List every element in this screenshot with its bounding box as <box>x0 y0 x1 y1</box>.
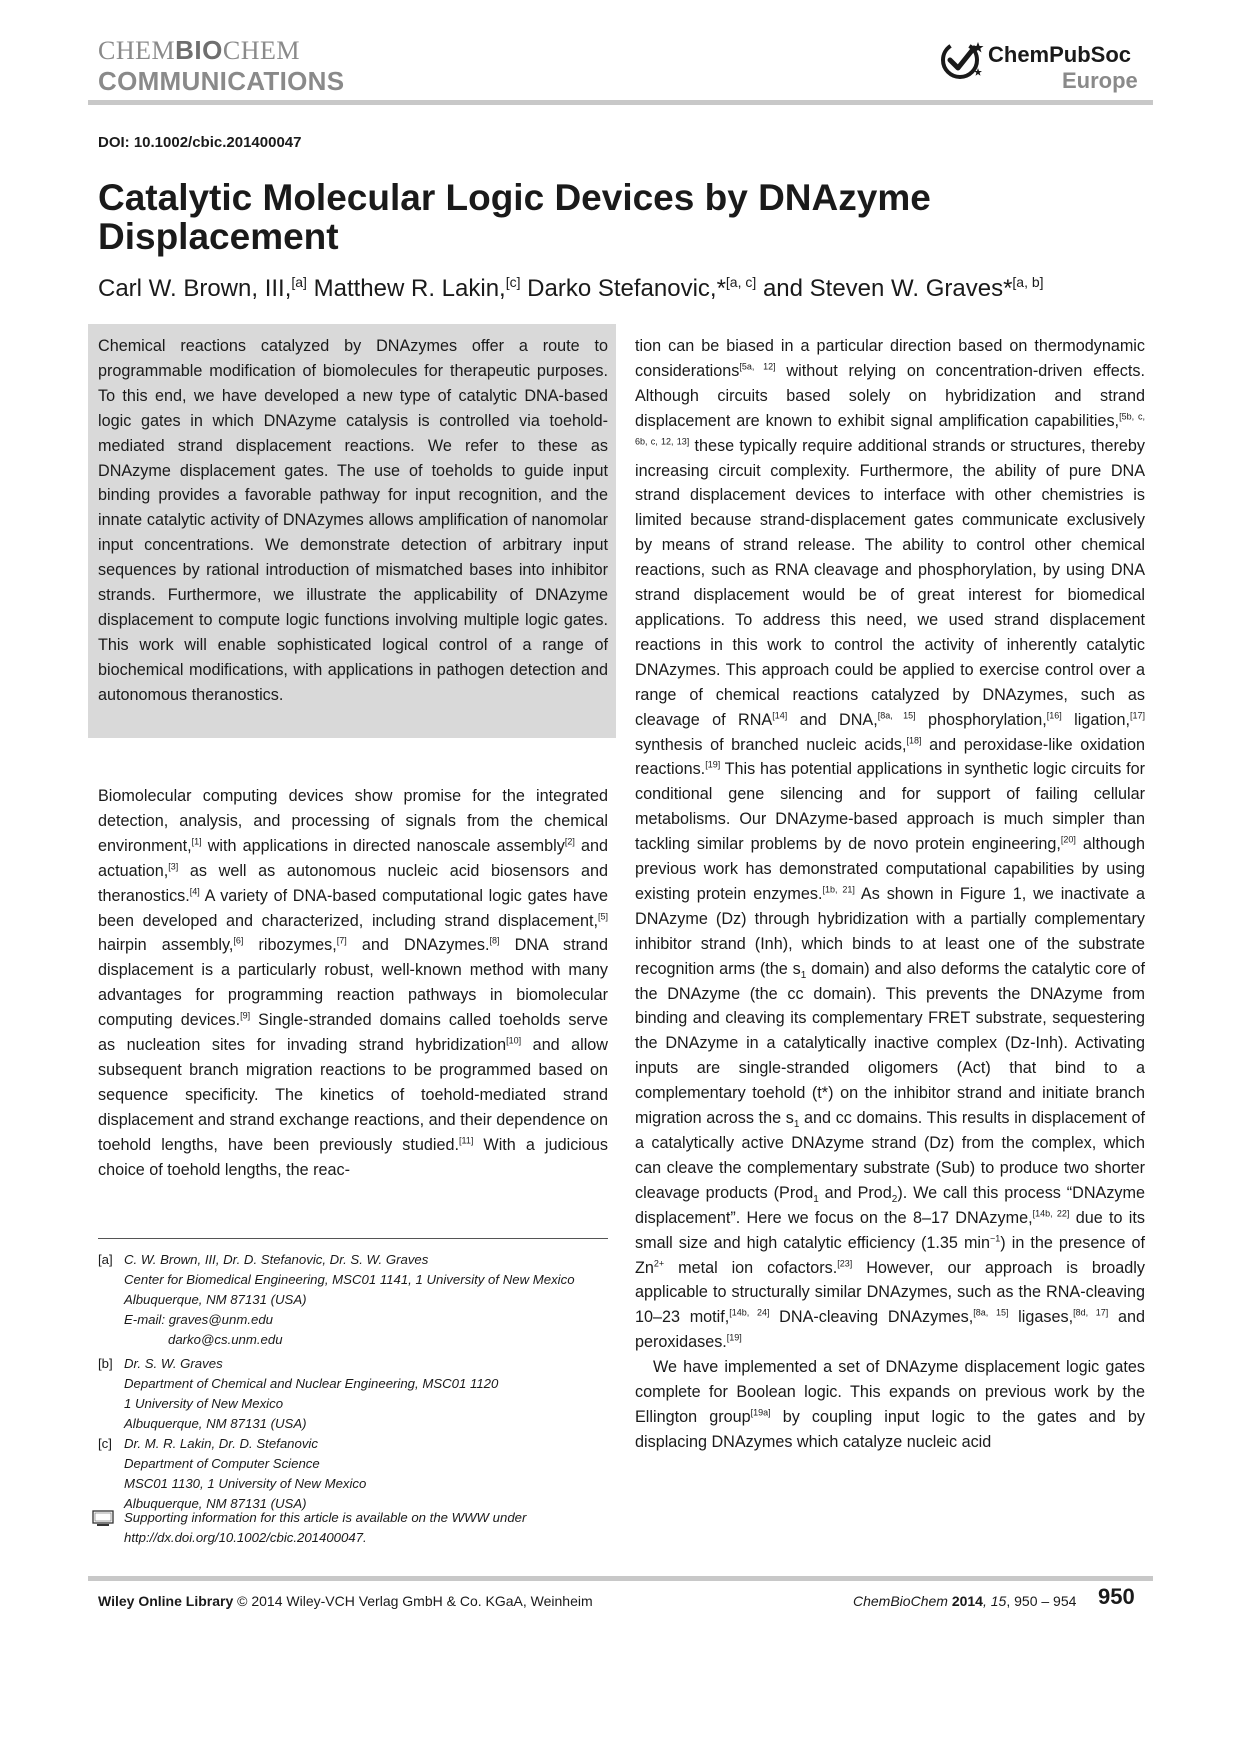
author-name: Matthew R. Lakin, <box>306 275 506 302</box>
citation-ref: [23] <box>837 1258 853 1269</box>
author-name: and Steven W. Graves* <box>756 275 1013 302</box>
body-text: without relying on concentration-driven effects. Although circuits based solely on hybridization and strand displacement are known to exhibit signal amplification capabilities, <box>635 361 1145 430</box>
affiliation-line: Department of Computer Science <box>124 1456 320 1471</box>
chempubsoc-logo-icon <box>938 36 986 84</box>
body-text: metal ion cofactors. <box>664 1258 838 1277</box>
body-text: This has potential applications in synthetic logic circuits for conditional gene silencing and for support of failing cellular metabolisms. Our DNAzyme-based approach is much simpler than tackling similar problems by de novo protein engineering, <box>635 760 1145 854</box>
body-text: and allow subsequent branch migration reactions to be programmed based on sequence specificity. The kinetics of toehold-mediated strand displacement and strand exchange reactions, and their dependence on toehold lengths, have been previously studied. <box>98 1036 608 1154</box>
citation-ref: [8a, 15] <box>973 1307 1009 1318</box>
body-text: as well as autonomous nucleic acid biosensors and theranostics. <box>98 861 608 905</box>
author-name: Darko Stefanovic,* <box>520 275 726 302</box>
body-text: and peroxidase-like oxidation reactions. <box>635 735 1145 779</box>
publisher-region: Europe <box>1062 68 1138 93</box>
citation-ref: [5b, c, 6b, c, 12, 13] <box>635 411 1145 447</box>
body-text: and peroxidases. <box>635 1308 1145 1352</box>
citation-ref: [20] <box>1060 834 1076 845</box>
citation-ref: [11] <box>458 1135 474 1146</box>
superscript: −1 <box>990 1233 1001 1244</box>
body-text: domain) and also deforms the catalytic core of the DNAzyme (the cc domain). This prevents the DNAzyme from binding and cleaving its complementary FRET substrate, sequestering the DNAzyme in a catalytically inactive complex (Dz-Inh). Activating inputs are single-stranded oligomers (Act) that bind to a complementary toehold (t*) on the inhibitor strand and initiate branch migration across the s <box>635 959 1145 1128</box>
computer-monitor-icon <box>92 1510 114 1527</box>
publisher-name: ChemPubSoc <box>988 42 1132 67</box>
journal-name-part: BIO <box>175 35 223 65</box>
citation-ref: [1b, 21] <box>822 884 855 895</box>
journal-name-part: CHEM <box>98 36 176 65</box>
body-text: As shown in Figure 1, we inactivate a DNAzyme (Dz) through hybridization with a partially complementary inhibitor strand (Inh), which binds to at least one of the substrate recognition arms (the s <box>635 884 1145 978</box>
body-text: with applications in directed nanoscale assembly <box>201 836 565 855</box>
affiliation-marker: [a, b] <box>1012 274 1044 290</box>
supporting-info-link[interactable]: http://dx.doi.org/10.1002/cbic.201400047. <box>124 1530 367 1545</box>
left-column-body <box>98 784 608 1183</box>
body-text: However, our approach is broadly applicable to structurally similar DNAzymes, such as the RNA-cleaving 10–23 motif, <box>635 1258 1145 1327</box>
citation-ref: [7] <box>336 936 347 947</box>
body-text: and cc domains. This results in displacement of a catalytically active DNAzyme strand (Dz) from the complex, which can cleave the complementary substrate (Sub) to produce two shorter cleavage products (Prod <box>635 1109 1145 1202</box>
citation-ref: [5a, 12] <box>739 361 776 372</box>
affiliation-a <box>98 1250 618 1350</box>
affiliation-line: Center for Biomedical Engineering, MSC01 1141, 1 University of New Mexico <box>124 1272 575 1287</box>
citation-ref: [19] <box>726 1332 742 1343</box>
journal-name <box>98 36 300 65</box>
footer-divider <box>88 1576 1153 1581</box>
journal-volume: , 15 <box>982 1593 1007 1609</box>
citation-ref: [14b, 24] <box>729 1307 770 1318</box>
citation-ref: [19] <box>705 760 721 771</box>
journal-name-part: CHEM <box>222 36 300 65</box>
body-text: due to its small size and high catalytic efficiency (1.35 min <box>635 1208 1145 1252</box>
citation-ref: [4] <box>189 886 200 897</box>
body-text: We have implemented a set of DNAzyme displacement logic gates complete for Boolean logic. This expands on previous work by the Ellington group <box>635 1358 1145 1426</box>
body-text: by coupling input logic to the gates and by displacing DNAzymes which catalyze nucleic acid <box>635 1407 1145 1451</box>
affiliation-b <box>98 1354 618 1434</box>
affiliation-line: C. W. Brown, III, Dr. D. Stefanovic, Dr. S. W. Graves <box>124 1252 429 1267</box>
citation-ref: [5] <box>597 911 608 922</box>
affiliation-line: Dr. S. W. Graves <box>124 1356 223 1371</box>
citation-ref: [10] <box>506 1035 522 1046</box>
body-text: ribozymes, <box>243 936 337 955</box>
body-text: phosphorylation, <box>915 710 1047 729</box>
subscript: 1 <box>793 1119 800 1131</box>
affiliation-tag: [a] <box>98 1252 113 1267</box>
author-name: Carl W. Brown, III, <box>98 275 292 302</box>
body-text: ) in the presence of Zn <box>635 1233 1146 1277</box>
supporting-info-note <box>124 1508 604 1548</box>
subscript: 1 <box>813 1194 819 1206</box>
superscript: 2+ <box>653 1258 665 1269</box>
copyright-text: © 2014 Wiley-VCH Verlag GmbH & Co. KGaA, Weinheim <box>233 1593 593 1609</box>
citation-ref: [14b, 22] <box>1032 1208 1070 1219</box>
affiliation-tag: [c] <box>98 1436 112 1451</box>
affiliation-marker: [c] <box>505 274 521 290</box>
body-text: DNA strand displacement is a particularly robust, well-known method with many advantages for programming reaction pathways in biomolecular computing devices. <box>98 936 608 1030</box>
body-paragraph <box>635 334 1145 1355</box>
citation-ref: [6] <box>233 936 244 947</box>
body-text: these typically require additional strands or structures, thereby increasing circuit complexity. Furthermore, the ability of pure DNA strand displacement devices to interface with other chemistries is limited because strand-displacement gates communicate exclusively by means of strand release. The ability to control other chemical reactions, such as RNA cleavage and phosphorylation, by using DNA strand displacement would be of great interest for biomedical applications. To address this need, we used strand displacement reactions in this work to control the activity of inherently catalytic DNAzymes. This approach could be applied to exercise control over a range of chemical reactions catalyzed by DNAzymes, such as cleavage of RNA <box>635 436 1145 729</box>
body-text: and DNAzymes. <box>346 936 490 955</box>
affiliation-tag: [b] <box>98 1356 113 1371</box>
citation-ref: [8] <box>489 936 500 947</box>
affiliation-line: Dr. M. R. Lakin, Dr. D. Stefanovic <box>124 1436 318 1451</box>
doi: DOI: 10.1002/cbic.201400047 <box>98 134 302 151</box>
citation-ref: [2] <box>564 836 575 847</box>
affiliation-c <box>98 1434 618 1514</box>
citation-ref: [18] <box>906 735 922 746</box>
footnote-divider <box>98 1238 608 1239</box>
article-title: Catalytic Molecular Logic Devices by DNAzyme Displacement <box>98 177 931 257</box>
citation-ref: [19a] <box>750 1407 771 1418</box>
author-list <box>98 274 1044 303</box>
page-range: , 950 – 954 <box>1006 1593 1077 1609</box>
affiliation-line: Albuquerque, NM 87131 (USA) <box>124 1416 307 1431</box>
affiliation-marker: [a, c] <box>725 274 757 290</box>
affiliation-line: MSC01 1130, 1 University of New Mexico <box>124 1476 367 1491</box>
body-text: Single-stranded domains called toeholds serve as nucleation sites for invading strand hybridization <box>98 1011 608 1055</box>
body-text: With a judicious choice of toehold lengths, the reac- <box>98 1135 608 1179</box>
body-text: synthesis of branched nucleic acids, <box>635 735 907 754</box>
body-text: although previous work has demonstrated computational capabilities by using existing protein enzymes. <box>635 835 1145 903</box>
citation-ref: [9] <box>240 1010 251 1021</box>
affiliation-line: Albuquerque, NM 87131 (USA) <box>124 1496 307 1511</box>
subscript: 2 <box>891 1194 898 1206</box>
footer-copyright <box>98 1593 593 1609</box>
body-text: ligation, <box>1061 710 1130 729</box>
footer-citation <box>853 1593 1076 1609</box>
affiliation-line: Albuquerque, NM 87131 (USA) <box>124 1292 307 1307</box>
citation-ref: [1] <box>191 836 202 847</box>
page-number: 950 <box>1098 1584 1135 1609</box>
affiliation-line: 1 University of New Mexico <box>124 1396 284 1411</box>
right-column-body <box>635 334 1145 1455</box>
affiliation-marker: [a] <box>291 274 307 290</box>
section-label: COMMUNICATIONS <box>98 66 345 96</box>
body-text: tion can be biased in a particular direction based on thermodynamic considerations <box>635 337 1145 380</box>
body-text: and actuation, <box>98 836 608 880</box>
citation-ref: [17] <box>1129 710 1145 721</box>
subscript: 1 <box>800 969 807 981</box>
body-text: DNA-cleaving DNAzymes, <box>769 1308 974 1327</box>
journal-year: 2014 <box>947 1593 983 1609</box>
email-line: E-mail: graves@unm.edu <box>124 1312 273 1327</box>
citation-ref: [8a, 15] <box>877 710 916 721</box>
body-paragraph <box>98 784 608 1183</box>
email-line: darko@cs.unm.edu <box>168 1332 283 1347</box>
body-text: Biomolecular computing devices show promise for the integrated detection, analysis, and processing of signals from the chemical environment, <box>98 787 608 855</box>
citation-ref: [8d, 17] <box>1073 1307 1109 1318</box>
body-paragraph <box>635 1355 1145 1455</box>
wiley-online-library-link[interactable]: Wiley Online Library <box>98 1593 234 1609</box>
body-text: and Prod <box>818 1183 892 1202</box>
citation-ref: [16] <box>1046 710 1062 721</box>
body-text: hairpin assembly, <box>98 936 234 955</box>
body-text: ). We call this process “DNAzyme displacement”. Here we focus on the 8–17 DNAzyme, <box>635 1183 1146 1227</box>
journal-abbrev: ChemBioChem <box>853 1593 948 1609</box>
body-text: ligases, <box>1008 1308 1074 1327</box>
body-text: and DNA, <box>787 710 878 729</box>
header-divider <box>88 100 1153 105</box>
citation-ref: [14] <box>772 710 788 721</box>
supporting-info-line: Supporting information for this article is available on the WWW under <box>124 1510 527 1525</box>
body-text: A variety of DNA-based computational logic gates have been developed and characterized, including strand displacement, <box>98 886 608 930</box>
abstract-text: Chemical reactions catalyzed by DNAzymes offer a route to programmable modification of biomolecules for therapeutic purposes. To this end, we have developed a new type of catalytic DNA-based logic gates in which DNAzyme catalysis is controlled via toehold-mediated strand displacement reactions. We refer to these as DNAzyme displacement gates. The use of toeholds to guide input binding provides a favorable pathway for input recognition, and the innate catalytic activity of DNAzymes allows amplification of nanomolar input concentrations. We demonstrate detection of arbitrary input sequences by rational introduction of mismatched bases into inhibitor strands. Furthermore, we illustrate the applicability of DNAzyme displacement to compute logic functions involving multiple logic gates. This work will enable sophisticated logical control of a range of biochemical modifications, with applications in pathogen detection and autonomous theranostics. <box>98 337 608 704</box>
citation-ref: [3] <box>168 861 179 872</box>
affiliation-line: Department of Chemical and Nuclear Engineering, MSC01 1120 <box>124 1376 499 1391</box>
